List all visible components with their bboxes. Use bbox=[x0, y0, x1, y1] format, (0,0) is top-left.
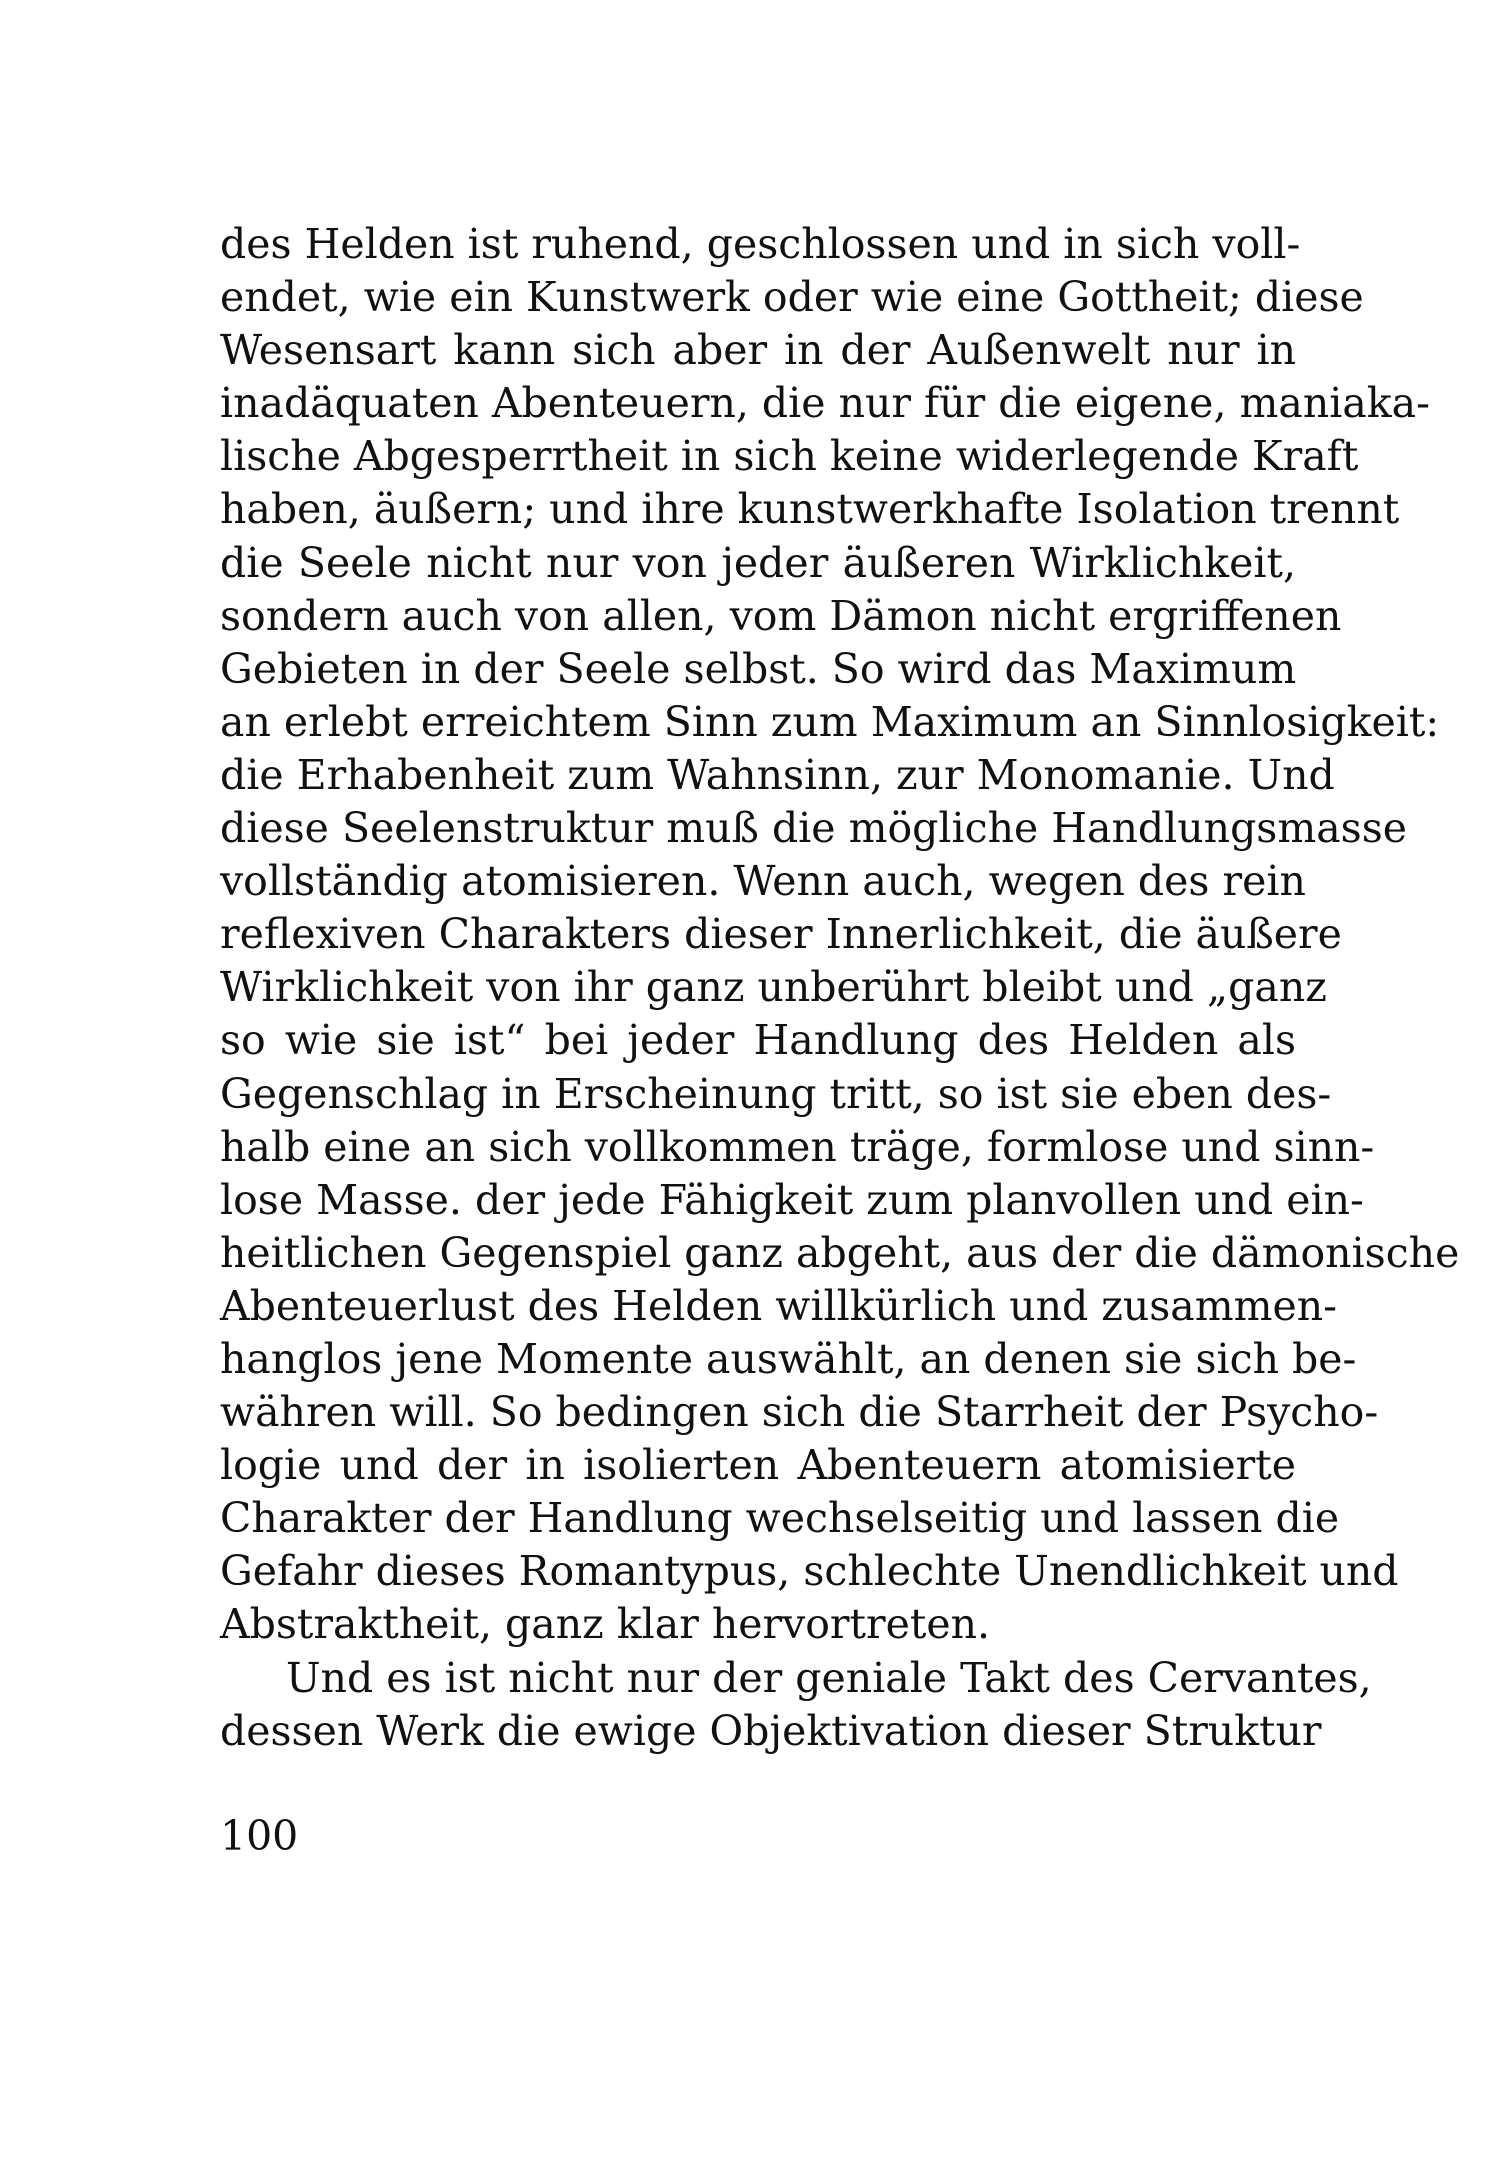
text-line: Gebieten in der Seele selbst. So wird das Maximum bbox=[220, 644, 1297, 693]
text-line: Und es ist nicht nur der geniale Takt des Cervantes, bbox=[286, 1653, 1372, 1702]
text-line: dessen Werk die ewige Objektivation dieser Struktur bbox=[220, 1706, 1322, 1755]
text-line: die Erhabenheit zum Wahnsinn, zur Monomanie. Und bbox=[220, 750, 1335, 799]
text-line: logie und der in isolierten Abenteuern atomisierte bbox=[220, 1441, 1296, 1490]
text-line: haben, äußern; und ihre kunstwerkhafte Isolation trennt bbox=[220, 485, 1400, 534]
text-line: so wie sie ist“ bei jeder Handlung des Helden als bbox=[220, 1016, 1296, 1065]
text-line: Wirklichkeit von ihr ganz unberührt bleibt und „ganz bbox=[220, 963, 1327, 1012]
page-number: 100 bbox=[220, 1812, 299, 1860]
text-line: lische Abgesperrtheit in sich keine widerlegende Kraft bbox=[220, 432, 1359, 481]
text-line: lose Masse. der jede Fähigkeit zum planvollen und ein- bbox=[220, 1175, 1364, 1224]
text-line: des Helden ist ruhend, geschlossen und in sich voll- bbox=[220, 220, 1301, 268]
text-line: Abstraktheit, ganz klar hervortreten. bbox=[220, 1600, 991, 1649]
text-line: reflexiven Charakters dieser Innerlichkeit, die äußere bbox=[220, 910, 1342, 959]
text-line: vollständig atomisieren. Wenn auch, wegen des rein bbox=[220, 857, 1306, 906]
body-text bbox=[220, 218, 1460, 1758]
text-line: endet, wie ein Kunstwerk oder wie eine Gottheit; diese bbox=[220, 273, 1364, 322]
text-line: Charakter der Handlung wechselseitig und lassen die bbox=[220, 1494, 1340, 1543]
text-line: inadäquaten Abenteuern, die nur für die eigene, maniaka- bbox=[220, 379, 1430, 428]
text-line: währen will. So bedingen sich die Starrheit der Psycho- bbox=[220, 1388, 1379, 1437]
text-line: diese Seelenstruktur muß die mögliche Handlungsmasse bbox=[220, 804, 1408, 853]
text-line: die Seele nicht nur von jeder äußeren Wirklichkeit, bbox=[220, 538, 1296, 587]
text-line: Gefahr dieses Romantypus, schlechte Unendlichkeit und bbox=[220, 1547, 1399, 1596]
text-line: Gegenschlag in Erscheinung tritt, so ist sie eben des- bbox=[220, 1069, 1332, 1118]
text-line: Wesensart kann sich aber in der Außenwelt nur in bbox=[220, 326, 1296, 375]
text-line: halb eine an sich vollkommen träge, formlose und sinn- bbox=[220, 1122, 1375, 1171]
text-line: Abenteuerlust des Helden willkürlich und zusammen- bbox=[220, 1281, 1338, 1330]
text-line: hanglos jene Momente auswählt, an denen sie sich be- bbox=[220, 1334, 1357, 1383]
text-line: an erlebt erreichtem Sinn zum Maximum an Sinnlosigkeit: bbox=[220, 697, 1440, 746]
text-line: sondern auch von allen, vom Dämon nicht ergriffenen bbox=[220, 591, 1342, 640]
text-line: heitlichen Gegenspiel ganz abgeht, aus der die dämonische bbox=[220, 1228, 1460, 1277]
